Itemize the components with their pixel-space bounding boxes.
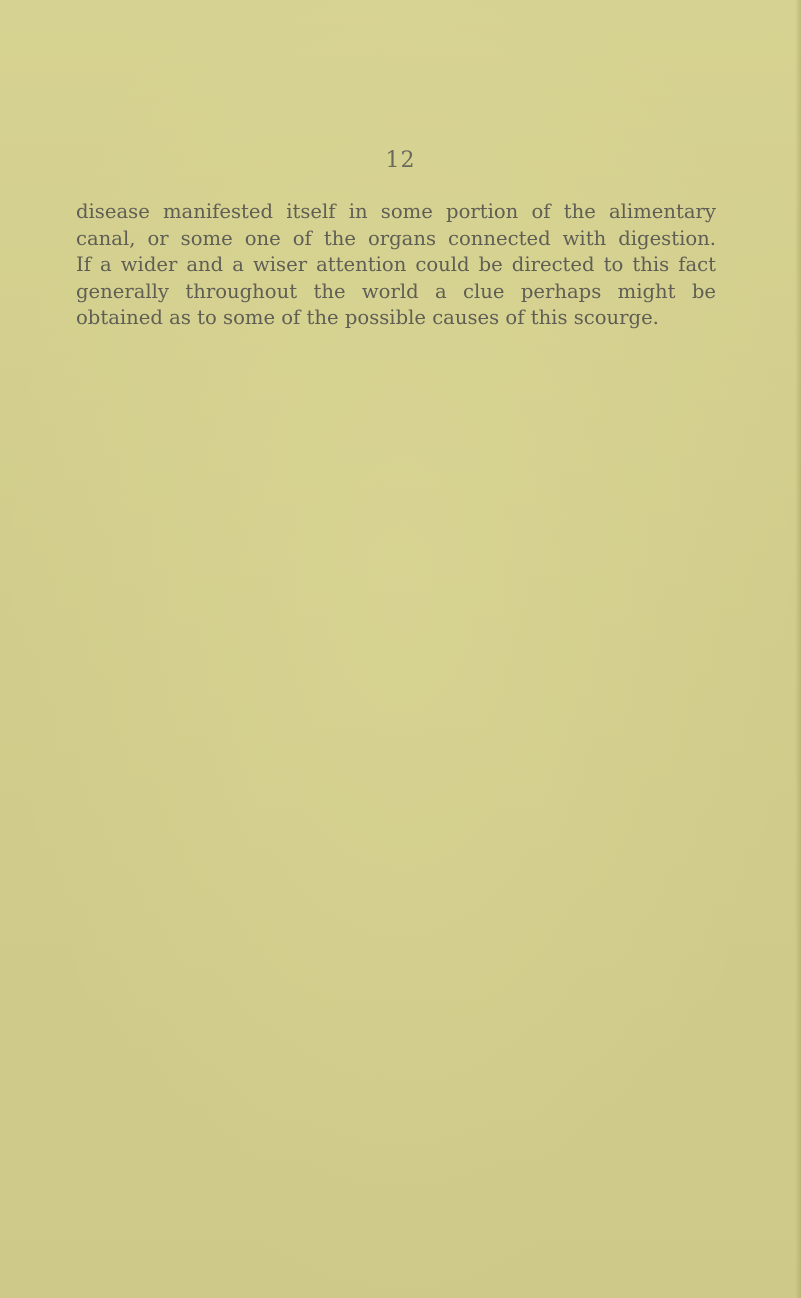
- page-edge-shadow: [795, 0, 801, 1298]
- body-paragraph: [76, 199, 716, 332]
- text-line: obtained as to some of the possible causes of this scourge.: [76, 306, 659, 329]
- text-line: canal, or some one of the organs connected with digestion.: [76, 226, 716, 250]
- page-number: 12: [385, 148, 416, 173]
- text-line: If a wider and a wiser attention could be directed to this fact: [76, 253, 716, 276]
- text-line: generally throughout the world a clue perhaps might be: [76, 279, 716, 303]
- text-line: disease manifested itself in some portion of the alimentary: [76, 200, 716, 223]
